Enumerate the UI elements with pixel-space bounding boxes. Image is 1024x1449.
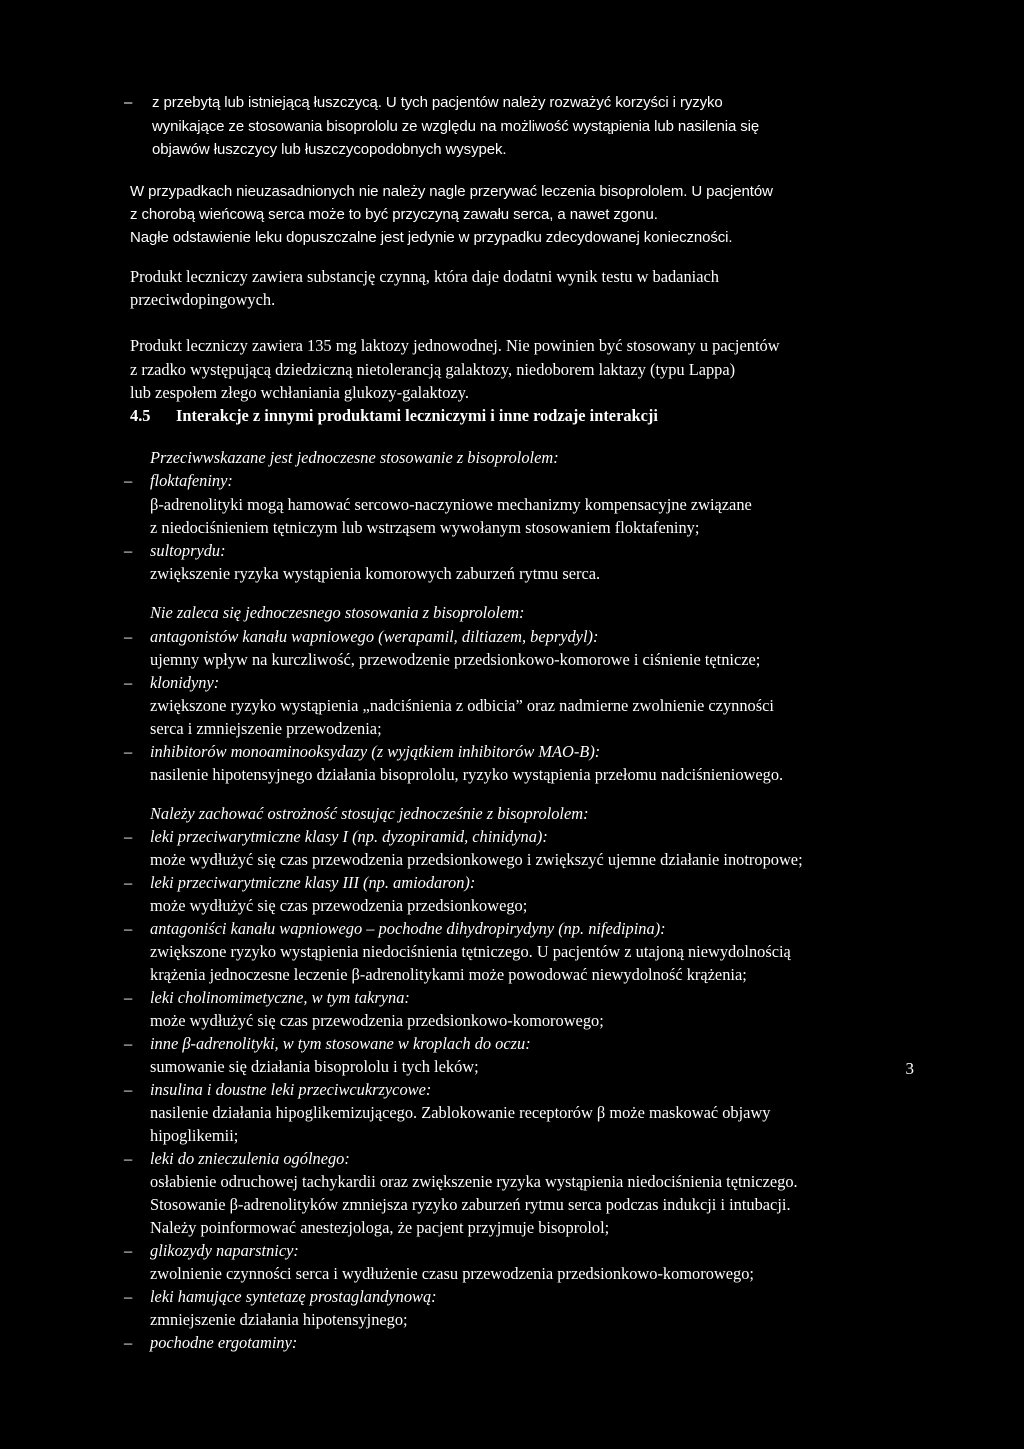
bullet-dash: –	[124, 1080, 133, 1099]
drug-effect: krążenia jednoczesne leczenie β-adrenolitykami może powodować niewydolność krążenia;	[150, 965, 747, 984]
text-line: wynikające ze stosowania bisoprololu ze względu na możliwość wystąpienia lub nasilenia się	[152, 118, 760, 135]
drug-name: pochodne ergotaminy:	[150, 1333, 298, 1352]
drug-name: antagoniści kanału wapniowego – pochodne dihydropirydyny (np. nifedipina):	[150, 919, 666, 938]
drug-name: leki hamujące syntetazę prostaglandynową:	[150, 1287, 437, 1306]
page-number: 3	[905, 1059, 914, 1078]
drug-name: leki przeciwarytmiczne klasy I (np. dyzopiramid, chinidyna):	[150, 827, 548, 846]
drug-name: inhibitorów monoaminooksydazy (z wyjątkiem inhibitorów MAO-B):	[150, 742, 601, 761]
drug-effect: zwiększenie ryzyka wystąpienia komorowych zaburzeń rytmu serca.	[150, 564, 601, 583]
drug-effect: Należy poinformować anestezjologa, że pacjent przyjmuje bisoprolol;	[150, 1218, 610, 1237]
drug-effect: ujemny wpływ na kurczliwość, przewodzenie przedsionkowo-komorowe i ciśnienie tętnicze;	[150, 650, 761, 669]
bullet-dash: –	[124, 873, 133, 892]
section-title: Interakcje z innymi produktami leczniczymi i inne rodzaje interakcji	[176, 406, 658, 425]
drug-name: leki przeciwarytmiczne klasy III (np. amiodaron):	[150, 873, 476, 892]
drug-effect: β-adrenolityki mogą hamować sercowo-naczyniowe mechanizmy kompensacyjne związane	[150, 495, 752, 514]
bullet-dash: –	[124, 1149, 133, 1168]
bullet-dash: –	[124, 988, 133, 1007]
drug-name: leki do znieczulenia ogólnego:	[150, 1149, 350, 1168]
bullet-dash: –	[124, 1333, 133, 1352]
bullet-dash: –	[124, 673, 133, 692]
drug-effect: zmniejszenie działania hipotensyjnego;	[150, 1310, 408, 1329]
bullet-dash: –	[124, 1034, 133, 1053]
drug-effect: może wydłużyć się czas przewodzenia przedsionkowo-komorowego;	[150, 1011, 604, 1030]
bullet-dash: –	[124, 471, 133, 490]
text-line: objawów łuszczycy lub łuszczycopodobnych wysypek.	[152, 141, 507, 158]
bullet-dash: –	[124, 94, 133, 111]
text-line: W przypadkach nieuzasadnionych nie należy nagle przerywać leczenia bisoprololem. U pacjentów	[130, 183, 773, 200]
bullet-dash: –	[124, 1241, 133, 1260]
drug-effect: zwolnienie czynności serca i wydłużenie czasu przewodzenia przedsionkowo-komorowego;	[150, 1264, 754, 1283]
drug-effect: nasilenie działania hipoglikemizującego. Zablokowanie receptorów β może maskować objawy	[150, 1103, 771, 1122]
subsection-heading: Przeciwwskazane jest jednoczesne stosowanie z bisoprololem:	[150, 448, 559, 467]
drug-name: insulina i doustne leki przeciwcukrzycowe:	[150, 1080, 432, 1099]
bullet-dash: –	[124, 742, 133, 761]
drug-effect: Stosowanie β-adrenolityków zmniejsza ryzyko zaburzeń rytmu serca podczas indukcji i intubacji.	[150, 1195, 791, 1214]
drug-effect: może wydłużyć się czas przewodzenia przedsionkowego;	[150, 896, 528, 915]
drug-name: inne β-adrenolityki, w tym stosowane w kroplach do oczu:	[150, 1034, 531, 1053]
drug-effect: sumowanie się działania bisoprololu i tych leków;	[150, 1057, 479, 1076]
text-line: z przebytą lub istniejącą łuszczycą. U tych pacjentów należy rozważyć korzyści i ryzyko	[152, 94, 723, 111]
drug-name: klonidyny:	[150, 673, 220, 692]
bullet-dash: –	[124, 627, 133, 646]
bullet-dash: –	[124, 919, 133, 938]
drug-effect: może wydłużyć się czas przewodzenia przedsionkowego i zwiększyć ujemne działanie inotropowe;	[150, 850, 803, 869]
drug-effect: hipoglikemii;	[150, 1126, 239, 1145]
drug-effect: serca i zmniejszenie przewodzenia;	[150, 719, 382, 738]
section-number: 4.5	[130, 406, 151, 425]
drug-name: sultoprydu:	[150, 541, 226, 560]
bullet-dash: –	[124, 827, 133, 846]
text-line: lub zespołem złego wchłaniania glukozy-galaktozy.	[130, 383, 469, 402]
drug-name: glikozydy naparstnicy:	[150, 1241, 299, 1260]
text-line: przeciwdopingowych.	[130, 290, 276, 309]
subsection-heading: Należy zachować ostrożność stosując jednocześnie z bisoprololem:	[150, 804, 589, 823]
bullet-dash: –	[124, 541, 133, 560]
drug-effect: zwiększone ryzyko wystąpienia niedociśnienia tętniczego. U pacjentów z utajoną niewydolnością	[150, 942, 791, 961]
text-line: Produkt leczniczy zawiera substancję czynną, która daje dodatni wynik testu w badaniach	[130, 267, 719, 286]
drug-name: leki cholinomimetyczne, w tym takryna:	[150, 988, 410, 1007]
text-line: z rzadko występującą dziedziczną nietolerancją galaktozy, niedoborem laktazy (typu Lappa)	[130, 360, 736, 379]
drug-effect: osłabienie odruchowej tachykardii oraz zwiększenie ryzyka wystąpienia niedociśnienia tętniczego.	[150, 1172, 798, 1191]
text-line: z chorobą wieńcową serca może to być przyczyną zawału serca, a nawet zgonu.	[130, 206, 658, 223]
drug-effect: zwiększone ryzyko wystąpienia „nadciśnienia z odbicia” oraz nadmierne zwolnienie czynności	[150, 696, 774, 715]
drug-name: antagonistów kanału wapniowego (werapamil, diltiazem, beprydyl):	[150, 627, 599, 646]
subsection-heading: Nie zaleca się jednoczesnego stosowania z bisoprololem:	[150, 603, 525, 622]
drug-effect: nasilenie hipotensyjnego działania bisoprololu, ryzyko wystąpienia przełomu nadciśnieniowego.	[150, 765, 784, 784]
drug-effect: z niedociśnieniem tętniczym lub wstrząsem wywołanym stosowaniem floktafeniny;	[150, 518, 700, 537]
text-line: Produkt leczniczy zawiera 135 mg laktozy jednowodnej. Nie powinien być stosowany u pacjentów	[130, 336, 780, 355]
drug-name: floktafeniny:	[150, 471, 233, 490]
text-line: Nagłe odstawienie leku dopuszczalne jest jedynie w przypadku zdecydowanej konieczności.	[130, 229, 733, 246]
bullet-dash: –	[124, 1287, 133, 1306]
